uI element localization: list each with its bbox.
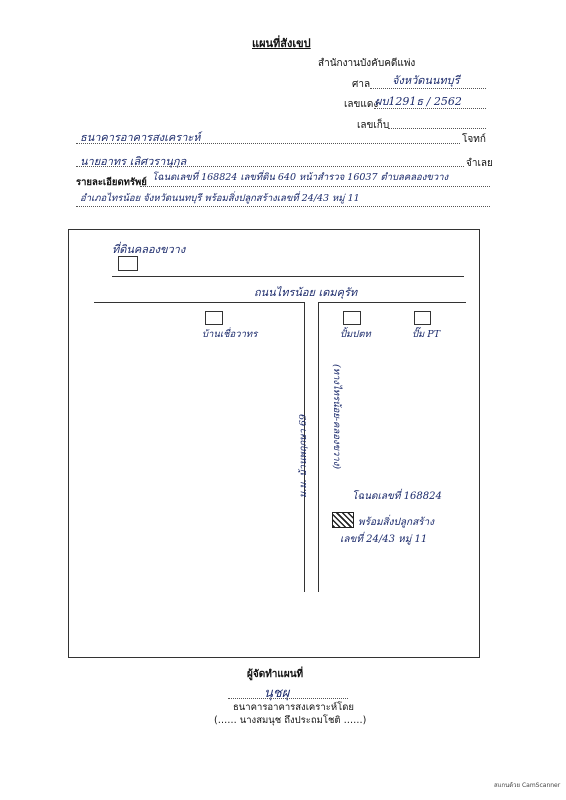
plaintiff-line (76, 143, 460, 144)
property-line1 (140, 186, 490, 187)
court-value: จังหวัดนนทบุรี (392, 74, 460, 87)
property-label: รายละเอียดทรัพย์ (76, 177, 147, 188)
case-label: เลขแดง (344, 99, 379, 110)
defendant-line (76, 166, 464, 167)
signer-bank: ธนาคารอาคารสงเคราะห์โดย (233, 702, 354, 713)
scanner-watermark: สแกนด้วย CamScanner (494, 782, 561, 789)
main-road-upper-edge (112, 276, 464, 277)
property-line2 (76, 206, 490, 207)
landmark-top-label: ที่ดินคลองขวาง (112, 243, 186, 256)
folder-line (388, 128, 486, 129)
house-mid-building (343, 311, 361, 325)
defendant-label: จำเลย (466, 158, 493, 169)
plaintiff-label: โจทก์ (462, 134, 486, 145)
defendant-value: นายอาทร เลิศวรานุกุล (80, 155, 187, 168)
main-road-label: ถนนไทรน้อย เดมคุรัท (254, 286, 358, 299)
subject-plot (332, 512, 354, 528)
house-right-building (414, 311, 431, 325)
soi-right-label: (ทางไทรน้อย-คลองขวาง) (331, 364, 342, 470)
plot-label-building: พร้อมสิ่งปลูกสร้าง (358, 517, 435, 528)
house-left-label: บ้านเชื่อวาทร (202, 329, 258, 340)
case-number: ผบ1291ธ / 2562 (375, 95, 462, 108)
office-name: สำนักงานบังคับคดีแพ่ง (318, 58, 416, 69)
court-label: ศาล (352, 79, 371, 90)
signer-name: (…… นางสมนุช ถึงประถมโชติ ……) (214, 715, 367, 726)
house-left-building (205, 311, 223, 325)
property-detail-line1: โฉนดเลขที่ 168824 เลขที่ดิน 640 หน้าสำรวจ 16037 ตำบลคลองขวาง (152, 172, 449, 183)
house-mid-label: ปั้มปตท (340, 329, 371, 340)
signature-line (228, 698, 348, 699)
document-title: แผนที่สังเขป (252, 37, 311, 50)
signature-mark: นุชผุ (264, 686, 290, 701)
landmark-top-building (118, 256, 138, 271)
signature-heading: ผู้จัดทำแผนที่ (247, 669, 304, 680)
soi-right-edge (318, 302, 319, 592)
soi-left-label: ม.ม. บ้านพฤกษา 69 (298, 414, 309, 498)
house-right-label: ปั๊ม PT (412, 329, 441, 340)
folder-label: เลขเก็บ (357, 120, 390, 131)
property-detail-line2: อำเภอไทรน้อย จังหวัดนนทบุรี พร้อมสิ่งปลูกสร้างเลขที่ 24/43 หมู่ 11 (80, 193, 360, 204)
plot-label-address: เลขที่ 24/43 หมู่ 11 (340, 534, 428, 545)
main-road-lower-edge-left (94, 302, 304, 303)
plaintiff-value: ธนาคารอาคารสงเคราะห์ (80, 131, 201, 144)
plot-label-deed: โฉนดเลขที่ 168824 (352, 491, 442, 502)
main-road-lower-edge-right (318, 302, 466, 303)
